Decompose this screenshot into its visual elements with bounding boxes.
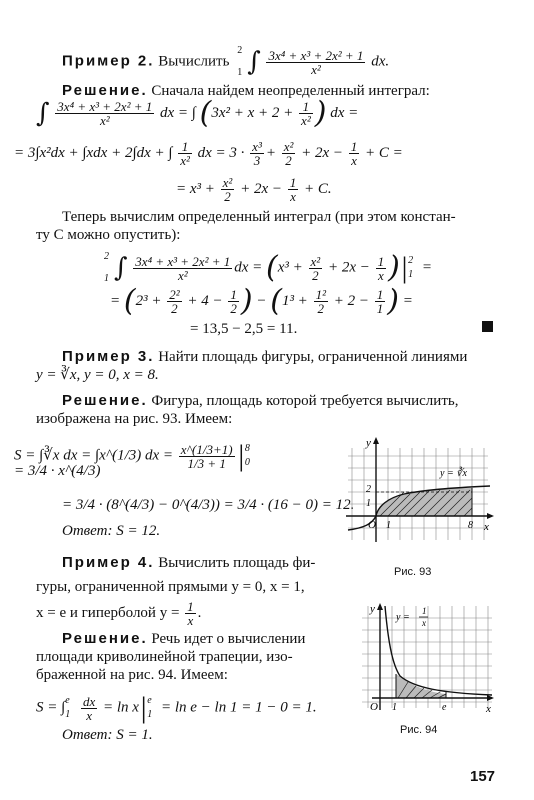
solution3-text: Фигура, площадь которой требуется вычислить, [151, 393, 459, 409]
solution2-result: = 13,5 − 2,5 = 11. [190, 321, 298, 337]
example4-line [62, 554, 315, 572]
fig94-curve-num: 1 [422, 606, 427, 616]
solution3-heading: Решение. [62, 392, 148, 409]
solution2-definite: 2 1 ∫ $\frac{\text{3x⁴ + x³ + 2x² + 1}}{\text{x²}}$ dx = (x³ + $\frac{\text{x²}}{2}$ + 2x − $\frac{1}{x}$ )| 2 1 = [104, 250, 432, 285]
solution4-answer: Ответ: S = 1. [62, 727, 153, 743]
example4-line3: x = e и гиперболой y = $\frac{1}{x}$ . [36, 599, 202, 628]
fig93-label-y: y [366, 437, 371, 449]
fig93-label-x: x [484, 521, 489, 533]
example4-text: Вычислить площадь фи- [158, 555, 316, 571]
fig94-caption: Рис. 94 [400, 724, 438, 736]
solution2-heading: Решение. [62, 82, 148, 99]
example4-heading: Пример 4. [62, 554, 155, 571]
y-axis-arrow-icon [373, 437, 379, 444]
x-axis-arrow-icon [487, 695, 494, 701]
fig93-label-2: 2 [366, 484, 371, 495]
solution2-line2: = 3∫x²dx + ∫xdx + 2∫dx + ∫ $\frac{1}{\text{x²}}$ dx = 3 · $\frac{\text{x³}}{3}$ + $\frac{\text{x²}}{2}$ + 2x − $\frac{1}{x}$ + C = [14, 139, 403, 168]
qed-square-icon [482, 321, 493, 332]
example3-text: Найти площадь фигуры, ограниченной линиями [158, 349, 468, 365]
solution4-intro [62, 630, 305, 648]
fig93-curve-label: y = ∛x [440, 468, 467, 479]
solution2-line1: ∫ $\frac{\text{3x⁴ + x³ + 2x² + 1}}{\text{x²}}$ dx = ∫ (3x² + x + 2 + $\frac{1}{\text{x²}}$ ) dx = [36, 95, 359, 131]
example2-integrand: $\frac{\text{3x⁴ + x³ + 2x² + 1}}{\text{x²}}$ [268, 47, 364, 77]
fig93-label-o: O [368, 519, 376, 531]
fig94-curve-den: x [422, 618, 426, 628]
solution4-line2: площади криволинейной трапеции, изо- [36, 649, 293, 665]
page-number: 157 [470, 768, 496, 785]
fig94-label-1: 1 [392, 702, 397, 713]
fig93-caption: Рис. 93 [394, 566, 432, 578]
solution4-formula: S = ∫ e 1 $\frac{dx}{x}$ = ln x| e 1 = ln e − ln 1 = 1 − 0 = 1. [36, 691, 317, 724]
fig94-label-e: e [442, 702, 447, 713]
fig94-label-x: x [486, 703, 491, 715]
solution3-formula1b: = 3/4 · x^(4/3) [14, 463, 101, 479]
fig93-label-1: 1 [386, 520, 391, 531]
figure-93 [344, 434, 496, 550]
integral-sign: ∫ [114, 253, 128, 283]
solution3-answer: Ответ: S = 12. [62, 523, 161, 539]
example2-heading: Пример 2. [62, 52, 155, 70]
solution3-formula2: = 3/4 · (8^(4/3) − 0^(4/3)) = 3/4 · (16 − 0) = 12. [62, 497, 355, 513]
figure-94 [352, 600, 496, 716]
solution3-line2: изображена на рис. 93. Имеем: [36, 411, 233, 427]
solution4-heading: Решение. [62, 630, 148, 647]
solution2-line3: = x³ + $\frac{\text{x²}}{2}$ + 2x − $\frac{1}{x}$ + C. [176, 175, 332, 204]
example2-text: Вычислить [158, 53, 230, 70]
fig94-curve-label: y = [396, 612, 410, 623]
example2-line [62, 42, 389, 82]
solution4-line3: браженной на рис. 94. Имеем: [36, 667, 228, 683]
x-axis-arrow-icon [487, 513, 494, 519]
example2-limits: 2 1 [237, 45, 243, 78]
example3-line2: y = ∛x, y = 0, x = 8. [36, 367, 159, 383]
integral-sign: ∫ [36, 98, 50, 129]
example2-dx: dx. [371, 53, 390, 70]
solution2-intro [62, 82, 430, 100]
integral-sign: ∫ [247, 47, 261, 77]
example3-line [62, 348, 467, 366]
solution3-intro [62, 392, 458, 410]
y-axis-arrow-icon [377, 603, 383, 610]
fig93-label-y1: 1 [366, 498, 371, 509]
solution2-substitution: = (2³ + $\frac{\text{2²}}{2}$ + 4 − $\frac{1}{2}$ ) − (1³ + $\frac{\text{1²}}{2}$ + 2 − $\frac{1}{1}$ ) = [110, 283, 413, 319]
solution3-formula1: S = ∫∛x dx = ∫x^(1/3) dx = $\frac{x\^{}(1/3+1)}{1/3 + 1}$ | 8 0 [14, 439, 250, 472]
solution2-para2: ту C можно опустить): [36, 227, 181, 243]
solution2-para1: Теперь вычислим определенный интеграл (при этом констан- [62, 209, 456, 225]
fig94-label-y: y [370, 603, 375, 615]
solution4-text: Речь идет о вычислении [151, 631, 306, 647]
solution2-text: Сначала найдем неопределенный интеграл: [151, 83, 430, 99]
example4-line2: гуры, ограниченной прямыми y = 0, x = 1, [36, 579, 305, 595]
fig93-label-8: 8 [468, 520, 473, 531]
fig94-label-o: O [370, 701, 378, 713]
example3-heading: Пример 3. [62, 348, 155, 365]
